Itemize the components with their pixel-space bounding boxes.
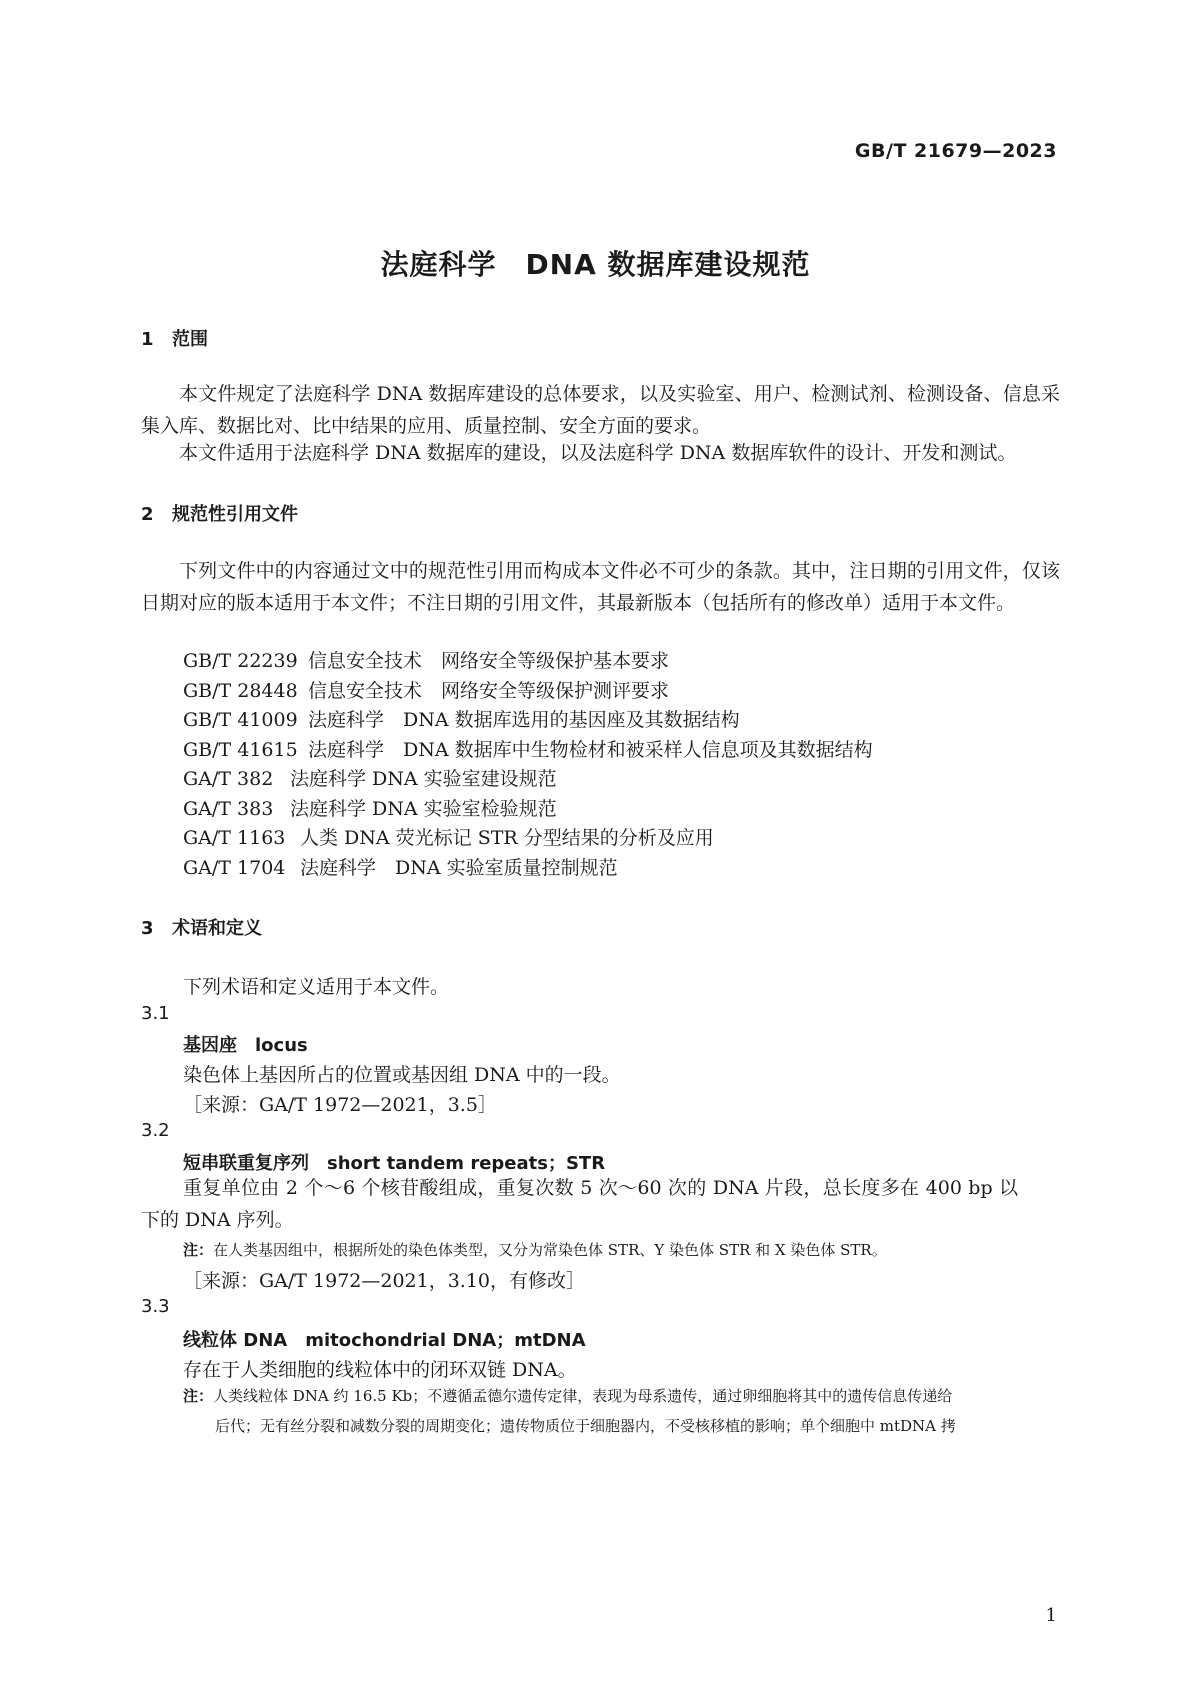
section-title: 术语和定义 <box>172 918 262 939</box>
reference-code: GB/T 22239 <box>183 650 298 672</box>
section-number: 3 <box>141 918 154 939</box>
reference-title: 信息安全技术 网络安全等级保护基本要求 <box>308 650 670 672</box>
reference-title: 法庭科学 DNA 实验室检验规范 <box>290 798 557 820</box>
reference-title: 法庭科学 DNA 数据库选用的基因座及其数据结构 <box>308 709 740 731</box>
note-label: 注： <box>183 1241 214 1259</box>
note-text-line-1: 人类线粒体 DNA 约 16.5 Kb；不遵循孟德尔遗传定律，表现为母系遗传，通过卵细胞将其中的遗传信息传递给 <box>213 1387 953 1405</box>
section-number: 1 <box>141 329 154 350</box>
reference-item <box>183 764 557 791</box>
page-number: 1 <box>1045 1605 1057 1626</box>
note-text-line-2: 后代；无有丝分裂和减数分裂的周期变化；遗传物质位于细胞器内，不受核移植的影响；单个细胞中 mtDNA 拷 <box>215 1417 956 1435</box>
reference-code: GA/T 1163 <box>183 827 286 849</box>
term-number: 3.3 <box>141 1296 170 1317</box>
section-title: 规范性引用文件 <box>172 504 298 525</box>
reference-code: GB/T 41615 <box>183 739 298 761</box>
reference-item <box>183 676 669 703</box>
note-label: 注： <box>183 1387 214 1405</box>
term-heading: 基因座 locus <box>183 1035 308 1056</box>
term-heading: 短串联重复序列 short tandem repeats；STR <box>183 1153 606 1174</box>
term-source: ［来源：GA/T 1972—2021，3.10，有修改］ <box>183 1270 586 1292</box>
standard-code: GB/T 21679—2023 <box>854 140 1057 162</box>
reference-title: 法庭科学 DNA 数据库中生物检材和被采样人信息项及其数据结构 <box>308 739 873 761</box>
section-1-paragraph-2: 本文件适用于法庭科学 DNA 数据库的建设，以及法庭科学 DNA 数据库软件的设计、开发和测试。 <box>179 442 1017 464</box>
section-title: 范围 <box>172 329 208 350</box>
reference-title: 法庭科学 DNA 实验室建设规范 <box>290 768 557 790</box>
reference-title: 人类 DNA 荧光标记 STR 分型结果的分析及应用 <box>300 827 714 849</box>
reference-code: GA/T 383 <box>183 798 274 820</box>
section-2-heading <box>141 500 298 526</box>
section-1-paragraph-1: 本文件规定了法庭科学 DNA 数据库建设的总体要求，以及实验室、用户、检测试剂、检测设备、信息采集入库、数据比对、比中结果的应用、质量控制、安全方面的要求。 <box>141 383 1060 437</box>
section-number: 2 <box>141 504 154 525</box>
term-definition: 重复单位由 2 个～6 个核苷酸组成，重复次数 5 次～60 次的 DNA 片段，总长度多在 400 bp 以下的 DNA 序列。 <box>141 1177 1018 1231</box>
document-title: 法庭科学 DNA 数据库建设规范 <box>380 248 811 281</box>
term-note <box>183 1380 1060 1412</box>
reference-item <box>183 735 873 762</box>
section-1-heading <box>141 325 208 351</box>
reference-title: 信息安全技术 网络安全等级保护测评要求 <box>308 680 670 702</box>
reference-item <box>183 853 618 880</box>
reference-code: GB/T 28448 <box>183 680 298 702</box>
reference-code: GA/T 382 <box>183 768 274 790</box>
note-text: 在人类基因组中，根据所处的染色体类型，又分为常染色体 STR、Y 染色体 STR 和 X 染色体 STR。 <box>213 1241 887 1259</box>
reference-code: GA/T 1704 <box>183 857 286 879</box>
term-definition: 染色体上基因所占的位置或基因组 DNA 中的一段。 <box>183 1064 621 1086</box>
reference-title: 法庭科学 DNA 实验室质量控制规范 <box>300 857 618 879</box>
term-source: ［来源：GA/T 1972—2021，3.5］ <box>183 1094 497 1116</box>
term-heading: 线粒体 DNA mitochondrial DNA；mtDNA <box>183 1330 586 1351</box>
term-number: 3.2 <box>141 1120 170 1141</box>
section-2-paragraph: 下列文件中的内容通过文中的规范性引用而构成本文件必不可少的条款。其中，注日期的引用文件，仅该日期对应的版本适用于本文件；不注日期的引用文件，其最新版本（包括所有的修改单）适用于本文件。 <box>141 560 1060 614</box>
reference-item <box>183 705 740 732</box>
term-definition: 存在于人类细胞的线粒体中的闭环双链 DNA。 <box>183 1359 577 1381</box>
section-3-heading <box>141 914 262 940</box>
reference-code: GB/T 41009 <box>183 709 298 731</box>
term-number: 3.1 <box>141 1003 170 1024</box>
reference-item <box>183 823 714 850</box>
reference-item <box>183 646 669 673</box>
section-3-intro: 下列术语和定义适用于本文件。 <box>183 976 450 998</box>
reference-item <box>183 794 557 821</box>
term-note <box>183 1234 1060 1266</box>
